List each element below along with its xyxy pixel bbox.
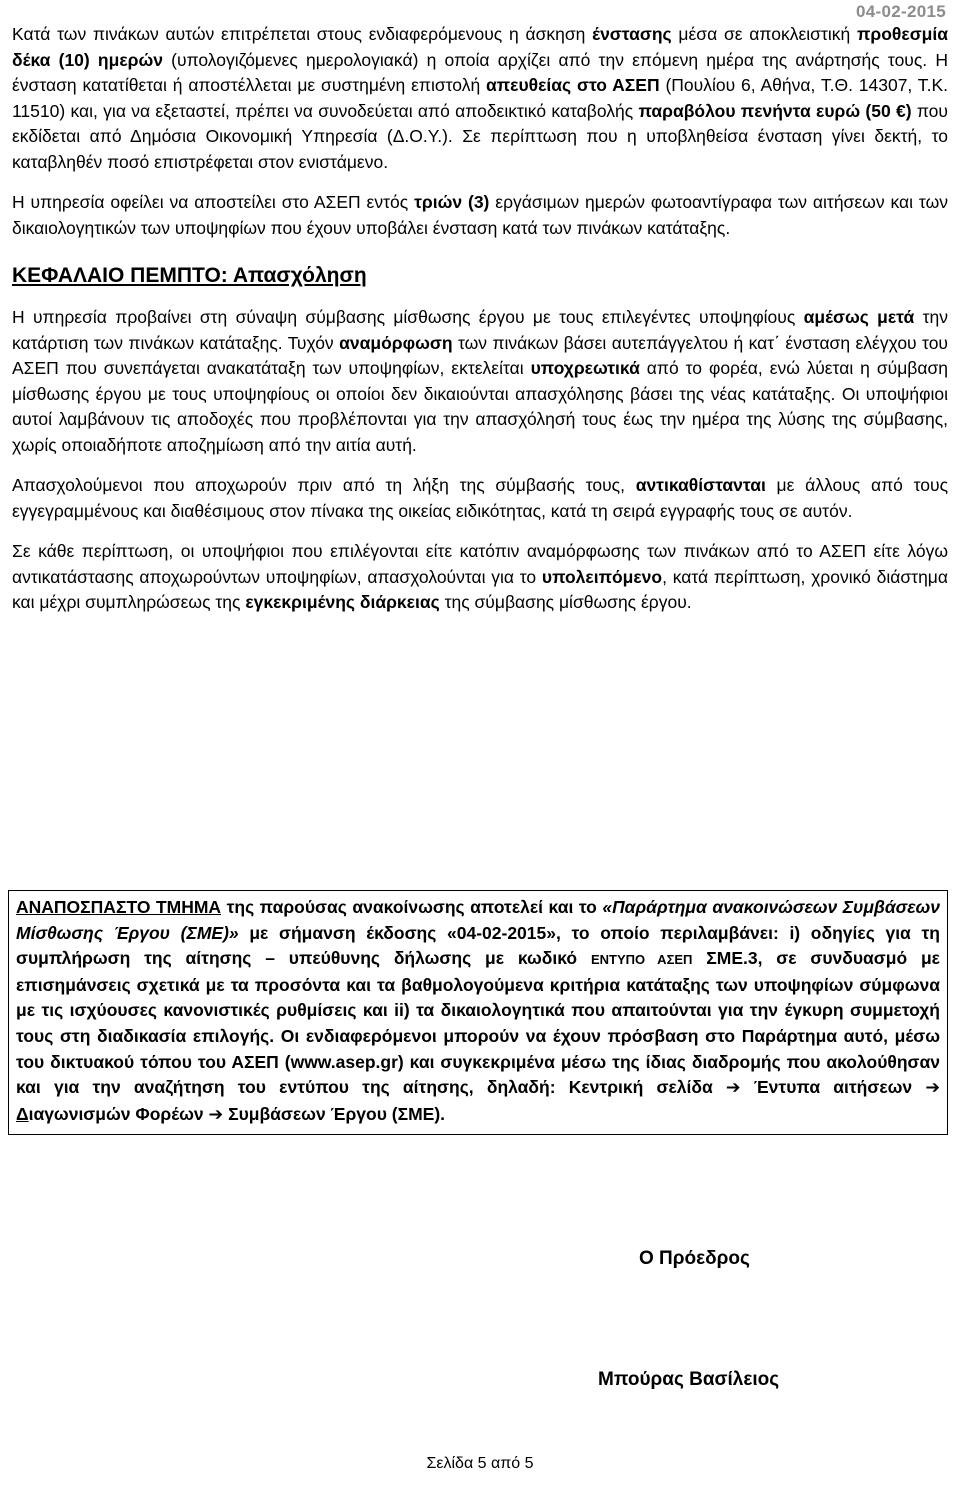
signatory-title: Ο Πρόεδρος [639, 1248, 750, 1269]
remaining-duration-paragraph [12, 539, 948, 616]
text-run: με άλλους από τους εγγεγραμμένους και διαθέσιμους στον πίνακα της οικείας ειδικότητας, κατά τη σειρά εγγραφής τους σε αυτόν. [12, 475, 949, 521]
arrow-right-icon: ➔ [725, 1078, 741, 1099]
appendix-title: «Παράρτημα ανακοινώσεων Συμβάσεων Μίσθωσης Έργου (ΣΜΕ)» [16, 897, 940, 943]
form-code-label: ΕΝΤΥΠΟ ΑΣΕΠ [590, 952, 693, 968]
document-body [12, 22, 948, 631]
bold-run: υποχρεωτικά [530, 358, 640, 378]
bold-run: παραβόλου πενήντα ευρώ (50 €) [638, 100, 912, 121]
chapter-title: ΚΕΦΑΛΑΙΟ ΠΕΜΠΤΟ: Απασχόληση [12, 264, 367, 287]
text-run: με σήμανση έκδοσης «04-02-2015», το οποίο περιλαμβάνει: i) οδηγίες για τη συμπλήρωση της αίτησης – υπεύθυνης δήλωσης με κωδικό [16, 922, 940, 969]
text-run: ΣΜΕ.3, σε συνδυασμό με επισημάνσεις σχετικά με τα προσόντα και τα βαθμολογούμενα κριτήρια κατάταξης των υποψηφίων σύμφωνα με τις ισχύουσες κανονιστικές ρυθμίσεις και ii) τα δικαιολογητικά που απαιτούνται για την έγκυρη συμμετοχή τους στη διαδικασία επιλογής. Οι ενδιαφερόμενοι μπορούν να έχουν πρόσβαση στο Παράρτημα αυτό, μέσω του δικτυακού τόπου του ΑΣΕΠ (www.asep.gr) και συγκεκριμένα μέσω της ίδιας διαδρομής που ακολούθησαν και για την αναζήτηση του εντύπου της αίτησης, δηλαδή: Κεντρική σελίδα [16, 948, 940, 1098]
text-run: Κατά των πινάκων αυτών επιτρέπεται στους ενδιαφερόμενους η άσκηση [12, 24, 593, 44]
text-run: Η υπηρεσία προβαίνει στη σύναψη σύμβασης μίσθωσης έργου με τους επιλεγέντες υποψηφίους [12, 307, 804, 327]
text-run: ιαγωνισμών Φορέων [28, 1103, 209, 1124]
text-run: (υπολογιζόμενες ημερολογιακά) η οποία αρχίζει από την επόμενη ημέρα της ανάρτησής τους. Η ένσταση κατατίθεται ή αποστέλλεται με συστημένη επιστολή [12, 49, 948, 95]
document-date: 04-02-2015 [856, 2, 946, 21]
text-run: Έντυπα αιτήσεων [740, 1077, 926, 1098]
objection-paragraph [12, 22, 948, 175]
text-run: μέσα σε αποκλειστική [671, 24, 858, 44]
bold-run: αμέσως μετά [803, 307, 915, 327]
employment-paragraph [12, 305, 948, 458]
text-run: , κατά περίπτωση, χρονικό διάστημα και μέχρι συμπληρώσεως της [12, 566, 949, 612]
text-run: των πινάκων βάσει αυτεπάγγελτου ή κατ΄ ένσταση ελέγχου του ΑΣΕΠ που συνεπάγεται ανακατάταξη των υποψηφίων, εκτελείται [12, 332, 948, 378]
text-run: την κατάρτιση των πινάκων κατάταξης. Τυχόν [12, 307, 948, 353]
text-run: της παρούσας ανακοίνωσης αποτελεί και το [221, 897, 603, 917]
page-number: Σελίδα 5 από 5 [426, 1455, 534, 1472]
bold-run: τριών (3) [414, 192, 490, 212]
bold-run: ένστασης [592, 24, 672, 44]
bold-run: αναμόρφωση [339, 332, 453, 353]
signatory-name: Μπούρας Βασίλειος [598, 1369, 780, 1390]
text-run: Απασχολούμενοι που αποχωρούν πριν από τη λήξη της σύμβασής τους, [12, 475, 636, 495]
service-obligation-paragraph [12, 190, 948, 241]
bold-run: προθεσμία δέκα (10) ημερών [12, 24, 948, 70]
bold-run: εγκεκριμένης διάρκειας [245, 592, 440, 612]
bold-run: αντικαθίστανται [635, 475, 766, 495]
text-run: Συμβάσεων Έργου (ΣΜΕ). [223, 1103, 446, 1124]
text-run: Σε κάθε περίπτωση, οι υποψήφιοι που επιλέγονται είτε κατόπιν αναμόρφωσης των πινάκων από το ΑΣΕΠ είτε λόγω αντικατάστασης αποχωρούντων υποψηφίων, απασχολούνται για το [12, 541, 948, 587]
text-run: της σύμβασης μίσθωσης έργου. [439, 592, 692, 612]
text-run: από το φορέα, ενώ λύεται η σύμβαση μίσθωσης έργου με τους υποψηφίους οι οποίοι δεν δικαιούνται απασχόλησης βάσει της νέας κατάταξης. Οι υποψήφιοι αυτοί λαμβάνουν τις αποδοχές που προβλέπονται για την απασχόλησή τους έως την ημέρα της λύσης της σύμβασης, χωρίς οποιαδήποτε αποζημίωση από την αιτία αυτή. [12, 358, 948, 455]
bold-run: απευθείας στο ΑΣΕΠ [486, 75, 660, 95]
replacement-paragraph [12, 473, 948, 524]
appendix-notice-box [8, 890, 948, 1135]
arrow-right-icon: ➔ [925, 1078, 940, 1099]
text-run: Η υπηρεσία οφείλει να αποστείλει στο ΑΣΕΠ εντός [12, 192, 415, 212]
notice-heading: ΑΝΑΠΟΣΠΑΣΤΟ ΤΜΗΜΑ [16, 897, 222, 917]
bold-run: υπολειπόμενο [541, 566, 663, 587]
text-run: εργάσιμων ημερών φωτοαντίγραφα των αιτήσεων και των δικαιολογητικών των υποψηφίων που έχουν υποβάλει ένσταση κατά των πινάκων κατάταξης. [12, 192, 948, 238]
underlined-letter: Δ [16, 1103, 29, 1124]
text-run: (Πουλίου 6, Αθήνα, Τ.Θ. 14307, Τ.Κ. 11510) και, για να εξεταστεί, πρέπει να συνοδεύεται από αποδεικτικό καταβολής [12, 75, 948, 121]
arrow-right-icon: ➔ [208, 1104, 224, 1125]
text-run: που εκδίδεται από Δημόσια Οικονομική Υπηρεσία (Δ.Ο.Υ.). Σε περίπτωση που η υποβληθείσα ένσταση γίνει δεκτή, το καταβληθέν ποσό επιστρέφεται στον ενιστάμενο. [12, 100, 948, 172]
